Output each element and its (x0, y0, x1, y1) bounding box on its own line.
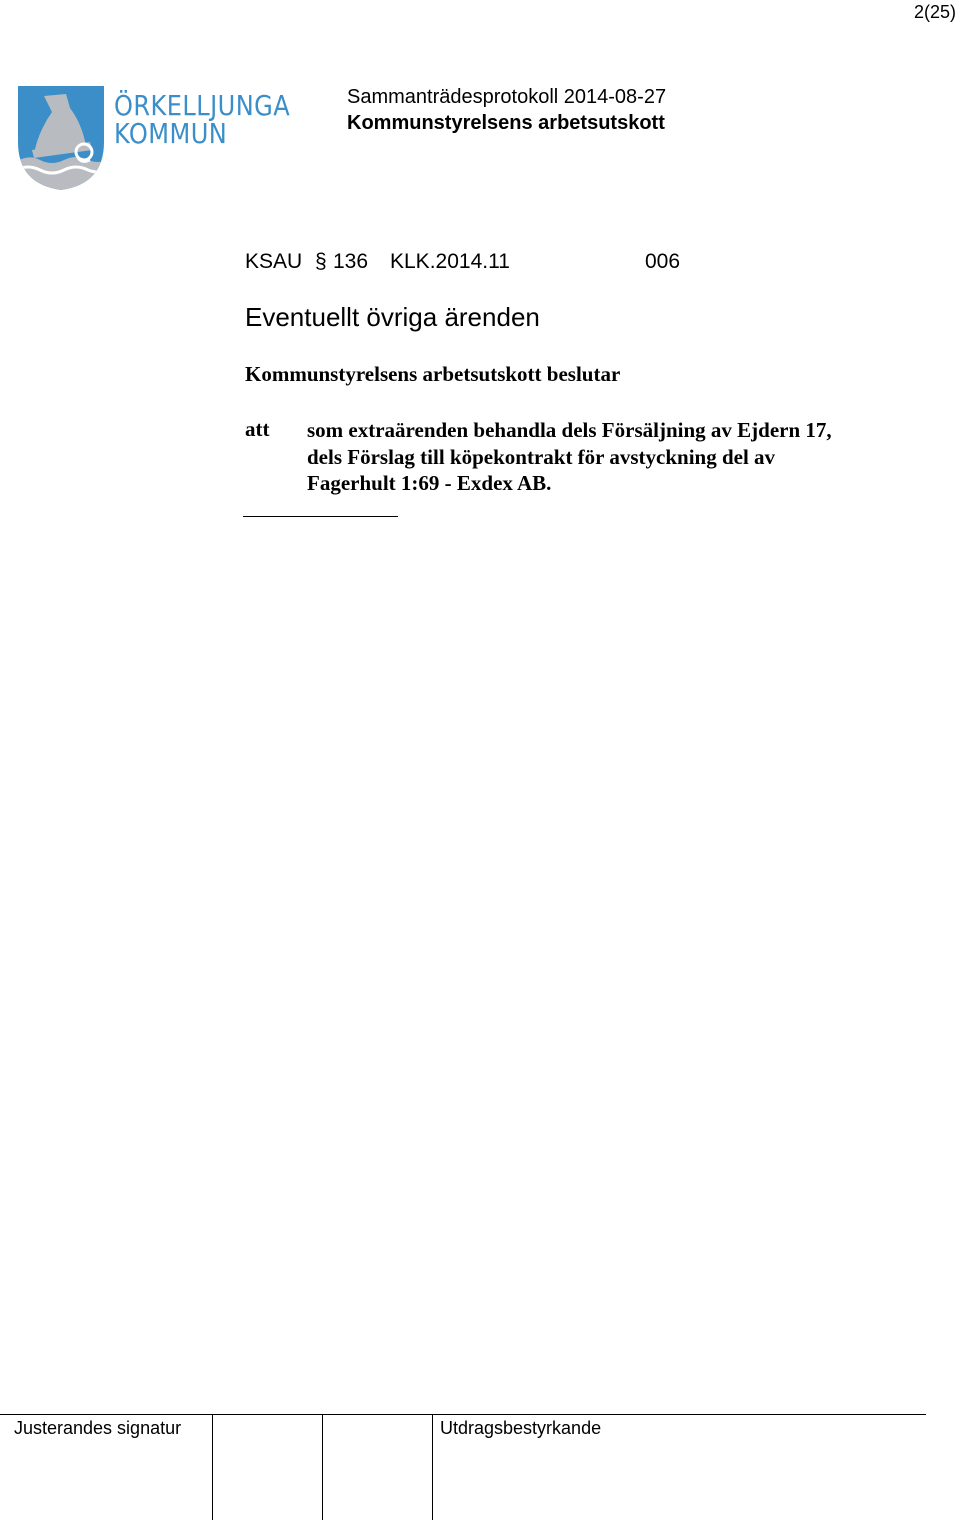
decision-line: som extraärenden behandla dels Försäljning av Ejdern 17, (307, 418, 832, 442)
bell-coat-of-arms-icon (16, 84, 106, 192)
decision-line: Fagerhult 1:69 - Exdex AB. (307, 471, 552, 495)
signature-box-divider (212, 1415, 213, 1520)
reference-prefix: KSAU (245, 250, 303, 273)
extract-certification-label: Utdragsbestyrkande (440, 1418, 602, 1438)
committee-name: Kommunstyrelsens arbetsutskott (347, 112, 665, 134)
paragraph-symbol: § (315, 250, 327, 273)
case-code: 006 (645, 250, 681, 273)
decision-text (307, 417, 907, 497)
signature-label: Justerandes signatur (14, 1418, 182, 1438)
case-id: KLK.2014.11 (390, 250, 510, 273)
paragraph-number: 136 (333, 250, 369, 273)
item-title: Eventuellt övriga ärenden (245, 302, 540, 332)
decision-end-rule (243, 516, 398, 517)
signature-box-divider (432, 1415, 433, 1520)
protocol-title: Sammanträdesprotokoll 2014-08-27 (347, 86, 667, 108)
logo-title-line-1: ÖRKELLJUNGA (114, 89, 291, 122)
logo-title-line-2: KOMMUN (114, 117, 228, 150)
decision-att-word: att (245, 417, 270, 441)
decision-heading: Kommunstyrelsens arbetsutskott beslutar (245, 362, 621, 386)
footer-rule (0, 1414, 926, 1415)
decision-line: dels Förslag till köpekontrakt för avstyckning del av (307, 444, 776, 469)
page-number: 2(25) (913, 2, 956, 22)
signature-box-divider (322, 1415, 323, 1520)
